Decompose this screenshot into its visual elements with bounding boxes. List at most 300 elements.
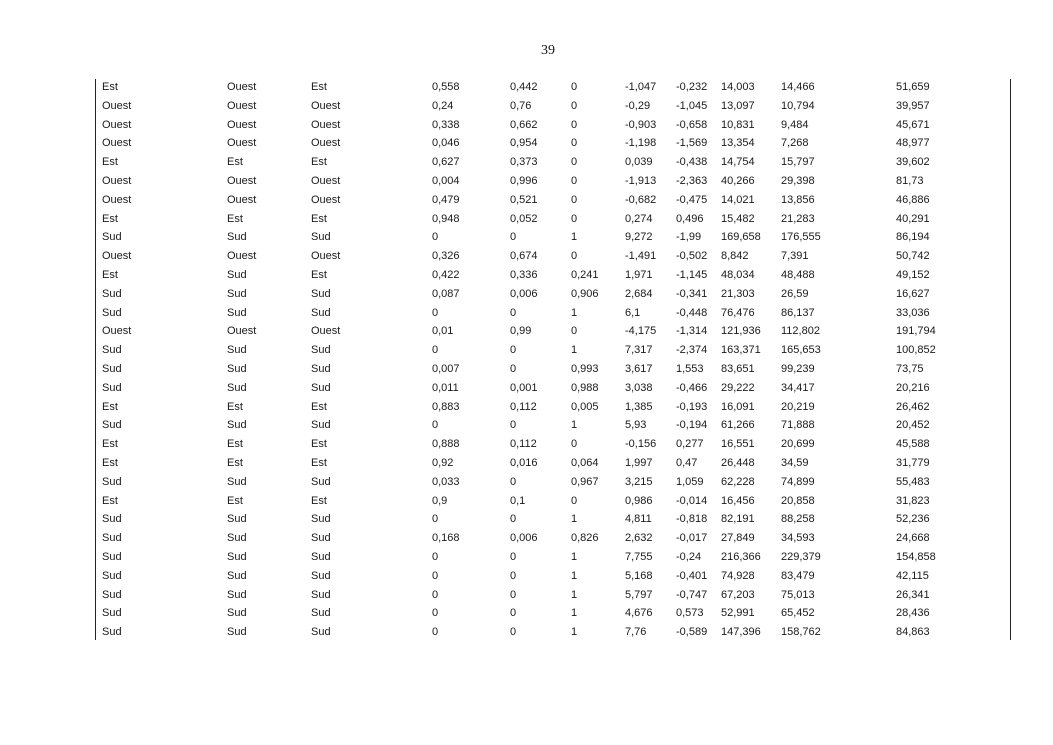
table-cell: 16,551 xyxy=(721,438,755,451)
table-cell: 33,036 xyxy=(896,306,930,319)
table-cell: 1 xyxy=(571,551,578,563)
table-cell: Sud xyxy=(227,551,247,563)
table-cell: -0,502 xyxy=(676,250,708,263)
table-cell: 176,555 xyxy=(781,231,821,244)
table-cell: 34,417 xyxy=(781,381,815,394)
table-cell: 49,152 xyxy=(896,269,930,281)
table-cell: 0,033 xyxy=(432,475,460,488)
table-cell: 31,823 xyxy=(896,494,930,507)
table-cell: 165,653 xyxy=(781,344,821,357)
table-cell: 1 xyxy=(571,306,578,319)
table-cell: 74,928 xyxy=(721,569,755,582)
table-cell: -0,24 xyxy=(676,551,702,563)
table-cell: 13,354 xyxy=(721,137,755,150)
table-cell: Ouest xyxy=(311,175,341,187)
table-row xyxy=(96,285,1010,304)
table-cell: 0,006 xyxy=(510,532,538,545)
table-cell: 20,216 xyxy=(896,381,930,394)
table-cell: 10,794 xyxy=(781,99,815,112)
table-cell: Est xyxy=(102,156,118,169)
table-cell: 26,59 xyxy=(781,287,809,300)
table-cell: 88,258 xyxy=(781,513,815,526)
table-cell: 7,317 xyxy=(625,344,653,357)
table-cell: 4,811 xyxy=(625,513,652,526)
table-cell: 31,779 xyxy=(896,457,930,469)
table-cell: Sud xyxy=(102,569,122,582)
table-cell: 84,863 xyxy=(896,626,930,639)
table-cell: 0,479 xyxy=(432,193,460,206)
table-cell: Sud xyxy=(311,287,331,300)
table-cell: 74,899 xyxy=(781,475,815,488)
table-cell: 7,76 xyxy=(625,626,647,639)
table-cell: 21,283 xyxy=(781,212,815,225)
table-cell: 86,137 xyxy=(781,306,815,319)
table-cell: 0,046 xyxy=(432,137,460,150)
table-cell: 48,488 xyxy=(781,269,815,281)
table-cell: 0 xyxy=(571,325,578,338)
table-cell: 83,479 xyxy=(781,569,815,582)
table-cell: Sud xyxy=(102,287,122,300)
table-cell: 3,617 xyxy=(625,363,653,375)
table-cell: Est xyxy=(227,212,243,225)
table-cell: 9,272 xyxy=(625,231,653,244)
table-row xyxy=(96,548,1010,567)
table-cell: 0,005 xyxy=(571,400,599,413)
table-cell: Est xyxy=(311,81,327,93)
table-cell: Est xyxy=(227,400,243,413)
table-cell: 0,01 xyxy=(432,325,454,338)
table-cell: Sud xyxy=(227,569,247,582)
table-cell: Sud xyxy=(311,551,331,563)
table-cell: Ouest xyxy=(311,137,341,150)
table-cell: 0,47 xyxy=(676,457,698,469)
table-cell: 0,442 xyxy=(510,81,538,93)
table-cell: 191,794 xyxy=(896,325,936,338)
table-cell: 0 xyxy=(571,118,578,131)
table-cell: 0,1 xyxy=(510,494,526,507)
table-cell: 6,1 xyxy=(625,306,641,319)
table-cell: 0,007 xyxy=(432,363,460,375)
table-cell: 48,977 xyxy=(896,137,930,150)
table-cell: Est xyxy=(311,156,327,169)
table-cell: 20,452 xyxy=(896,419,930,432)
table-cell: Est xyxy=(227,156,243,169)
table-cell: 0,277 xyxy=(676,438,704,451)
table-cell: Ouest xyxy=(102,99,132,112)
table-cell: 62,228 xyxy=(721,475,755,488)
table-cell: Sud xyxy=(311,607,331,620)
table-cell: -2,374 xyxy=(676,344,708,357)
table-cell: 16,456 xyxy=(721,494,755,507)
table-cell: Ouest xyxy=(227,99,257,112)
table-cell: 10,831 xyxy=(721,118,755,131)
table-cell: -1,569 xyxy=(676,137,708,150)
table-cell: 0 xyxy=(571,137,578,150)
table-cell: Ouest xyxy=(311,118,341,131)
table-cell: Est xyxy=(102,81,118,93)
table-cell: Sud xyxy=(102,475,122,488)
table-cell: Ouest xyxy=(227,325,257,338)
table-cell: 29,222 xyxy=(721,381,755,394)
table-cell: Sud xyxy=(227,231,247,244)
table-cell: -0,589 xyxy=(676,626,708,639)
table-cell: 0 xyxy=(432,551,439,563)
table-cell: 16,091 xyxy=(721,400,755,413)
table-row xyxy=(96,191,1010,210)
table-cell: -1,145 xyxy=(676,269,708,281)
table-cell: 29,398 xyxy=(781,175,815,187)
table-cell: Sud xyxy=(227,513,247,526)
table-cell: Ouest xyxy=(102,137,132,150)
table-cell: -0,818 xyxy=(676,513,708,526)
table-cell: 8,842 xyxy=(721,250,749,263)
table-cell: Ouest xyxy=(227,118,257,131)
table-cell: Sud xyxy=(311,363,331,375)
table-cell: 50,742 xyxy=(896,250,930,263)
table-cell: 1,997 xyxy=(625,457,653,469)
table-cell: 52,991 xyxy=(721,607,755,620)
table-cell: Est xyxy=(311,212,327,225)
table-row xyxy=(96,97,1010,116)
table-cell: -1,491 xyxy=(625,250,657,263)
table-cell: 39,957 xyxy=(896,99,930,112)
table-cell: 81,73 xyxy=(896,175,924,187)
table-cell: Est xyxy=(102,212,118,225)
table-cell: 0,988 xyxy=(571,381,599,394)
table-row xyxy=(96,210,1010,229)
table-cell: 21,303 xyxy=(721,287,755,300)
table-cell: 0,9 xyxy=(432,494,448,507)
table-cell: 0,112 xyxy=(510,400,537,413)
table-cell: 82,191 xyxy=(721,513,755,526)
table-cell: 76,476 xyxy=(721,306,755,319)
table-row xyxy=(96,604,1010,623)
table-cell: Ouest xyxy=(311,250,341,263)
table-cell: 14,021 xyxy=(721,193,755,206)
table-cell: 99,239 xyxy=(781,363,815,375)
table-cell: 51,659 xyxy=(896,81,930,93)
table-row xyxy=(96,379,1010,398)
table-row xyxy=(96,529,1010,548)
table-cell: 83,651 xyxy=(721,363,755,375)
table-cell: 15,482 xyxy=(721,212,755,225)
table-cell: 0 xyxy=(510,344,517,357)
table-cell: 65,452 xyxy=(781,607,815,620)
table-cell: 0 xyxy=(510,475,517,488)
table-cell: 0 xyxy=(432,607,439,620)
table-cell: 0,967 xyxy=(571,475,599,488)
table-cell: 0 xyxy=(510,607,517,620)
table-cell: 0,422 xyxy=(432,269,460,281)
table-cell: 5,797 xyxy=(625,588,653,601)
table-cell: Sud xyxy=(102,513,122,526)
table-cell: 0,627 xyxy=(432,156,460,169)
table-cell: 0,662 xyxy=(510,118,538,131)
table-cell: Sud xyxy=(102,231,122,244)
table-cell: 14,003 xyxy=(721,81,755,93)
table-cell: -4,175 xyxy=(625,325,657,338)
table-cell: 0,521 xyxy=(510,193,538,206)
table-cell: 0,039 xyxy=(625,156,653,169)
table-cell: Sud xyxy=(311,626,331,639)
table-cell: 34,593 xyxy=(781,532,815,545)
table-cell: 73,75 xyxy=(896,363,924,375)
table-cell: 26,448 xyxy=(721,457,755,469)
table-cell: 163,371 xyxy=(721,344,761,357)
table-cell: 5,93 xyxy=(625,419,647,432)
table-cell: 5,168 xyxy=(625,569,653,582)
table-cell: -0,193 xyxy=(676,400,708,413)
table-cell: -0,017 xyxy=(676,532,708,545)
table-cell: Sud xyxy=(311,381,331,394)
table-cell: Sud xyxy=(227,532,247,545)
table-cell: 0,274 xyxy=(625,212,653,225)
table-cell: Ouest xyxy=(311,99,341,112)
table-cell: 45,671 xyxy=(896,118,930,131)
table-cell: 0 xyxy=(571,193,578,206)
table-cell: 1,059 xyxy=(676,475,704,488)
table-cell: 0 xyxy=(571,175,578,187)
table-cell: 16,627 xyxy=(896,287,930,300)
table-cell: 0 xyxy=(510,231,517,244)
table-cell: 0,087 xyxy=(432,287,460,300)
table-cell: 1,553 xyxy=(676,363,704,375)
table-row xyxy=(96,398,1010,417)
table-cell: 0 xyxy=(510,626,517,639)
table-cell: 0,168 xyxy=(432,532,460,545)
table-cell: 1 xyxy=(571,231,578,244)
table-cell: -0,014 xyxy=(676,494,708,507)
table-row xyxy=(96,492,1010,511)
table-cell: 55,483 xyxy=(896,475,930,488)
table-cell: 158,762 xyxy=(781,626,821,639)
table-cell: Ouest xyxy=(227,193,257,206)
table-cell: 28,436 xyxy=(896,607,930,620)
table-row xyxy=(96,228,1010,247)
table-cell: Sud xyxy=(102,588,122,601)
table-cell: Est xyxy=(227,438,243,451)
table-cell: Sud xyxy=(311,513,331,526)
table-row xyxy=(96,360,1010,379)
table-cell: -1,198 xyxy=(625,137,657,150)
table-cell: 121,936 xyxy=(721,325,761,338)
table-cell: Est xyxy=(311,438,327,451)
table-cell: 20,219 xyxy=(781,400,815,413)
table-cell: 0,011 xyxy=(432,381,459,394)
table-cell: Est xyxy=(102,269,118,281)
table-cell: -1,99 xyxy=(676,231,702,244)
table-cell: 0,906 xyxy=(571,287,599,300)
table-cell: Est xyxy=(102,400,118,413)
table-cell: 2,684 xyxy=(625,287,653,300)
table-cell: 0 xyxy=(510,513,517,526)
table-cell: 46,886 xyxy=(896,193,930,206)
table-cell: 0,826 xyxy=(571,532,599,545)
table-cell: -0,903 xyxy=(625,118,657,131)
table-row xyxy=(96,304,1010,323)
table-cell: 0 xyxy=(432,231,439,244)
page-number: 39 xyxy=(541,43,555,58)
table-row xyxy=(96,341,1010,360)
table-row xyxy=(96,134,1010,153)
table-cell: -1,314 xyxy=(676,325,708,338)
table-cell: 9,484 xyxy=(781,118,809,131)
table-cell: 0 xyxy=(571,250,578,263)
table-cell: 86,194 xyxy=(896,231,930,244)
table-cell: -0,448 xyxy=(676,306,708,319)
table-cell: 0,883 xyxy=(432,400,460,413)
table-cell: -1,047 xyxy=(625,81,657,93)
table-cell: 26,341 xyxy=(896,588,930,601)
table-cell: 0,001 xyxy=(510,381,538,394)
table-cell: 0,373 xyxy=(510,156,538,169)
table-cell: 20,858 xyxy=(781,494,815,507)
table-cell: Sud xyxy=(227,607,247,620)
table-cell: Sud xyxy=(102,306,122,319)
table-cell: 0,558 xyxy=(432,81,460,93)
table-cell: 0,112 xyxy=(510,438,537,451)
table-cell: Ouest xyxy=(227,250,257,263)
table-row xyxy=(96,435,1010,454)
table-cell: 1 xyxy=(571,419,578,432)
table-cell: Est xyxy=(102,457,118,469)
table-cell: 0 xyxy=(571,438,578,451)
table-cell: 1 xyxy=(571,607,578,620)
table-cell: Sud xyxy=(102,344,122,357)
table-cell: Sud xyxy=(102,363,122,375)
table-cell: -0,747 xyxy=(676,588,708,601)
table-cell: 0,326 xyxy=(432,250,460,263)
table-cell: Est xyxy=(311,457,327,469)
table-cell: Est xyxy=(311,494,327,507)
table-cell: Sud xyxy=(227,419,247,432)
table-cell: Sud xyxy=(311,306,331,319)
table-cell: Ouest xyxy=(227,175,257,187)
table-cell: 0,954 xyxy=(510,137,538,150)
table-row xyxy=(96,266,1010,285)
table-cell: 0,888 xyxy=(432,438,460,451)
table-cell: 0 xyxy=(571,212,578,225)
table-row xyxy=(96,473,1010,492)
table-cell: Est xyxy=(311,400,327,413)
table-cell: Sud xyxy=(227,626,247,639)
table-cell: 24,668 xyxy=(896,532,930,545)
table-cell: 0 xyxy=(432,626,439,639)
table-cell: 0,76 xyxy=(510,99,532,112)
table-cell: 1 xyxy=(571,626,578,639)
table-cell: Sud xyxy=(227,287,247,300)
table-cell: Ouest xyxy=(102,193,132,206)
table-cell: 0,004 xyxy=(432,175,460,187)
table-row xyxy=(96,247,1010,266)
table-cell: Est xyxy=(102,494,118,507)
table-cell: 169,658 xyxy=(721,231,761,244)
table-cell: Sud xyxy=(311,419,331,432)
table-cell: Sud xyxy=(227,475,247,488)
table-cell: 34,59 xyxy=(781,457,809,469)
table-row xyxy=(96,172,1010,191)
table-cell: 0 xyxy=(510,588,517,601)
table-cell: 75,013 xyxy=(781,588,815,601)
table-cell: 0,573 xyxy=(676,607,704,620)
table-cell: Sud xyxy=(227,344,247,357)
table-cell: 14,754 xyxy=(721,156,755,169)
table-cell: 100,852 xyxy=(896,344,936,357)
table-cell: 112,802 xyxy=(781,325,820,338)
table-cell: 13,097 xyxy=(721,99,755,112)
table-cell: 26,462 xyxy=(896,400,930,413)
table-cell: Sud xyxy=(227,306,247,319)
table-cell: 39,602 xyxy=(896,156,930,169)
table-cell: Ouest xyxy=(102,325,132,338)
table-cell: 0,006 xyxy=(510,287,538,300)
table-cell: 0,338 xyxy=(432,118,460,131)
table-cell: Ouest xyxy=(311,193,341,206)
table-cell: Sud xyxy=(311,344,331,357)
table-cell: 42,115 xyxy=(896,569,929,582)
table-cell: Sud xyxy=(102,607,122,620)
table-cell: Sud xyxy=(102,381,122,394)
table-cell: Sud xyxy=(102,532,122,545)
table-row xyxy=(96,510,1010,529)
table-cell: 0,496 xyxy=(676,212,704,225)
table-cell: 0 xyxy=(432,344,439,357)
table-cell: 0,674 xyxy=(510,250,538,263)
table-cell: Sud xyxy=(227,381,247,394)
table-row xyxy=(96,116,1010,135)
table-cell: 216,366 xyxy=(721,551,761,563)
table-cell: 1 xyxy=(571,513,578,526)
table-cell: 147,396 xyxy=(721,626,761,639)
table-cell: 15,797 xyxy=(781,156,815,169)
table-cell: 0,064 xyxy=(571,457,599,469)
table-cell: 1 xyxy=(571,588,578,601)
table-cell: 0,993 xyxy=(571,363,599,375)
table-cell: -0,341 xyxy=(676,287,708,300)
table-cell: 1 xyxy=(571,344,578,357)
table-cell: 0 xyxy=(510,363,517,375)
table-cell: 27,849 xyxy=(721,532,755,545)
table-row xyxy=(96,153,1010,172)
table-cell: 1 xyxy=(571,569,578,582)
table-cell: 0 xyxy=(510,569,517,582)
table-cell: 7,755 xyxy=(625,551,653,563)
data-table xyxy=(95,79,1011,640)
table-cell: Sud xyxy=(311,569,331,582)
table-cell: Sud xyxy=(227,363,247,375)
table-cell: 0,052 xyxy=(510,212,538,225)
table-cell: 154,858 xyxy=(896,551,936,563)
table-row xyxy=(96,454,1010,473)
table-cell: -0,29 xyxy=(625,99,651,112)
table-cell: 0,948 xyxy=(432,212,460,225)
table-cell: 52,236 xyxy=(896,513,930,526)
table-cell: -2,363 xyxy=(676,175,708,187)
table-cell: 0 xyxy=(432,588,439,601)
table-cell: 0,24 xyxy=(432,99,454,112)
table-cell: Ouest xyxy=(102,250,132,263)
table-cell: Est xyxy=(102,438,118,451)
table-cell: 0 xyxy=(432,569,439,582)
table-cell: 67,203 xyxy=(721,588,755,601)
table-cell: Sud xyxy=(227,588,247,601)
table-cell: 2,632 xyxy=(625,532,653,545)
table-cell: 0 xyxy=(571,99,578,112)
table-cell: -0,232 xyxy=(676,81,708,93)
table-cell: -1,045 xyxy=(676,99,708,112)
table-cell: 1,385 xyxy=(625,400,653,413)
table-cell: Sud xyxy=(102,419,122,432)
